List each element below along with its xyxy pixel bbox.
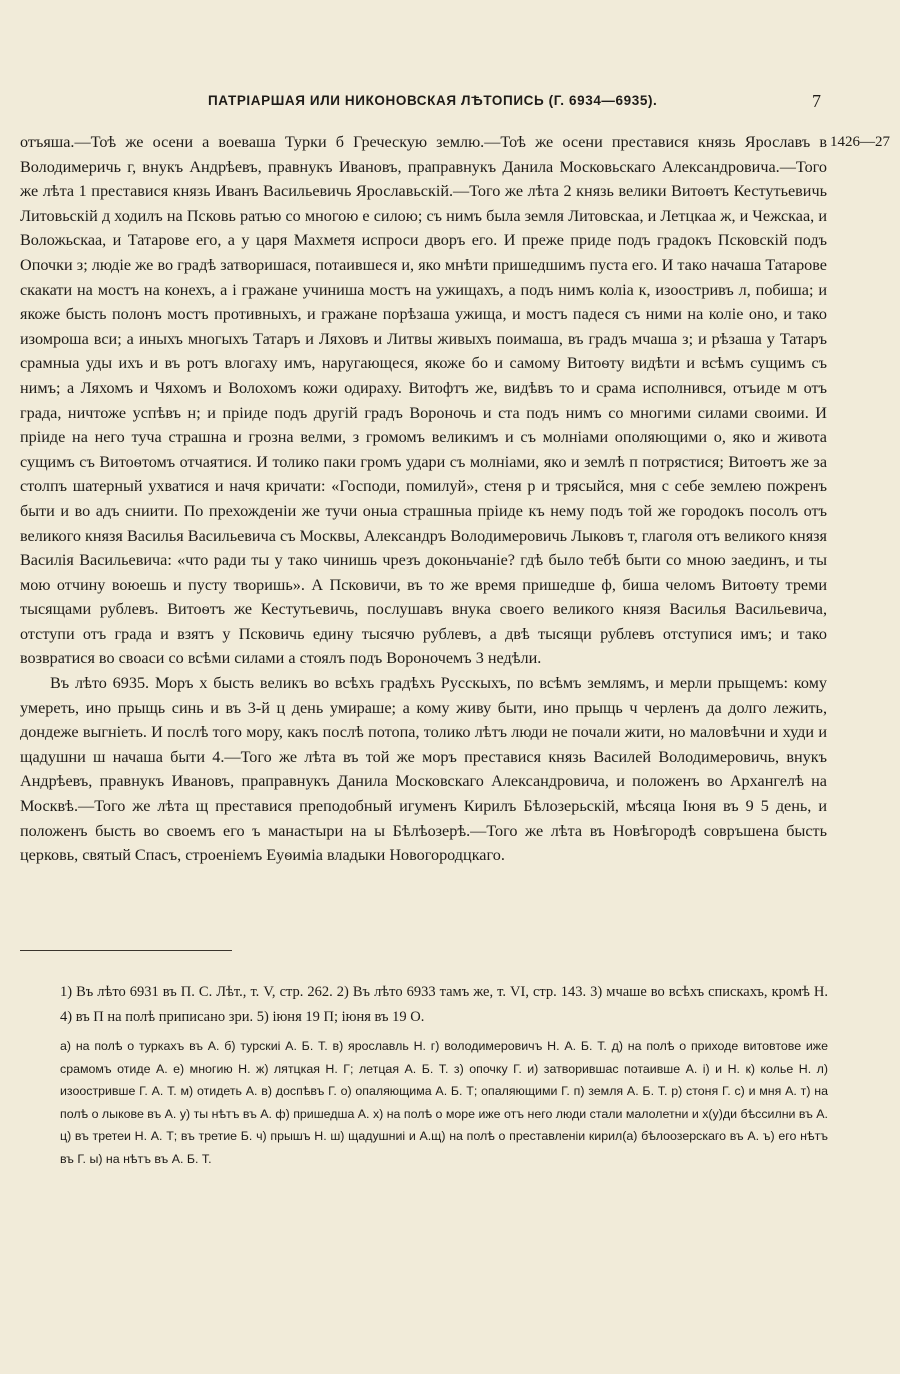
footnote-divider <box>20 950 232 951</box>
margin-year-note: 1426—27 <box>830 134 890 150</box>
running-header <box>0 93 900 117</box>
source-footnotes <box>60 980 828 1030</box>
variant-readings <box>60 1035 828 1170</box>
running-title: ПАТРІАРШАЯ ИЛИ НИКОНОВСКАЯ ЛѢТОПИСЬ (Г. 6934—6935). <box>208 93 658 108</box>
source-footnote-text: 1) Въ лѣто 6931 въ П. С. Лѣт., т. V, стр. 262. 2) Въ лѣто 6933 тамъ же, т. VI, стр. 143. 3) мчаше во всѣхъ спискахъ, кромѣ Н. 4) въ П на полѣ приписано зри. 5) іюня 19 П; іюня въ 19 О. <box>60 984 828 1025</box>
paragraph: отъяша.—Тоѣ же осени а воеваша Турки б Греческую землю.—Тоѣ же осени преставися князь Ярославъ в Володимеричь г, внукъ Андрѣевъ, правнукъ Ивановъ, праправнукъ Данила Московьскаго Александровича.—Того же лѣта 1 преставися князь Иванъ Васильевичь Ярославьскій.—Того же лѣта 2 князь велики Витоѳтъ Кестутьевичь Литовьскій д ходилъ на Псковь ратью со многою е силою; съ нимъ была земля Литовскаа, и Летцкаа ж, и Чежскаа, и Воложьскаа, и Татарове его, а у царя Махметя испроси дворъ его. И преже приде подъ градокъ Псковскій подъ Опочки з; людіе же во градѣ затворишася, потаившеся и, яко мнѣти пришедшимъ пуста его. И тако начаша Татарове скакати на мостъ на конехъ, а і гражане учиниша мостъ на ужищахъ, а подъ нимъ коліа к, изоостривъ л, побиша; и якоже бысть полонъ мостъ противныхъ, и гражане порѣзаша ужища, и мостъ падеся съ ними на коліе оно, и тако изомроша вси; а иныхъ многыхъ Татаръ и Ляховъ и Литвы живыхъ поимаша, въ градъ мчаша з; и рѣзаша у Татаръ срамныа уды ихъ и въ ротъ влогаху имъ, наругающеся, якоже бо и самому Витоѳту видѣти и всѣмъ сущимъ съ нимъ; а Ляхомъ и Чяхомъ и Волохомъ кожи одираху. Витофтъ же, видѣвъ то и срама исполнився, отъиде м отъ града, ничтоже успѣвъ н; и пріиде подъ другій градъ Вороночь и ста подъ нимъ со многими силами своими. И пріиде на него туча страшна и грозна велми, з громомъ великимъ и съ молніами ополяющими о, яко и живота сущимъ съ Витоѳтомъ отчаятися. И толико паки громъ удари съ молніами, яко и землѣ п потрястися; Витоѳтъ же за столпъ шатерный ухватися и начя кричати: «Господи, помилуй», стеня р и трясыйся, мня с себе землею пожренъ быти и во адъ сниити. По прехожденіи же тучи оныа страшныа пріиде къ нему подъ той же городокъ посолъ отъ великого князя Василья Васильевича съ Москвы, Александръ Володимеровичь Лыковъ т, глаголя отъ великого князя Василія Васильевича: «что ради ты у тако чинишь чрезъ доконьчаніе? гдѣ было тебѣ быти со мною заединъ, и ты мою отчину воюешь и пусту творишь». А Псковичи, въ то же время пришедше ф, биша челомъ Витоѳту треми тысящами рублевъ. Витоѳтъ же Кестутьевичь, послушавъ внука своего великого князя Василья Васильевича, отступи отъ града и взятъ у Псковичь едину тысячю рублевъ, а двѣ тысящи рублевъ отступися имъ; и тако возвратися во своаси со всѣми силами а стоялъ подъ Вороночемъ 3 недѣли. <box>20 133 827 668</box>
paragraph: Въ лѣто 6935. Моръ х бысть великъ во всѣхъ градѣхъ Русскыхъ, по всѣмъ землямъ, и мерли прыщемъ: кому умереть, ино прыщь синь и въ 3-й ц день умираше; а кому живу быти, ино прыщь ч черленъ да долго лежить, дондеже выгніеть. И послѣ того мору, какъ послѣ потопа, толико лѣтъ люди не почали жити, но маловѣчни и худи и щадушни ш начаша быти 4.—Того же лѣта въ той же моръ преставися князь Василей Володимеровичь, внукъ Андрѣевъ, правнукъ Ивановъ, праправнукъ Данила Московскаго Александровича, и положенъ во Архангелѣ на Москвѣ.—Того же лѣта щ преставися преподобный игуменъ Кирилъ Бѣлозерьскій, мѣсяца Іюня въ 9 5 день, и положенъ бысть во своемъ его ъ манастыри на ы Бѣлѣозерѣ.—Того же лѣта въ Новѣгородѣ совръшена бысть церковь, святый Спасъ, строеніемъ Еуѳиміа владыки Новогородцкаго. <box>20 674 827 865</box>
variant-readings-text: а) на полѣ о туркахъ въ А. б) турскиі А. Б. Т. в) ярославль Н. г) володимеровичъ Н. А. Б. Т. д) на полѣ о приходе витовтове иже срамомъ отиде А. е) многию Н. ж) лятцкая Н. Г; летцая А. Б. Т. з) опочку Г. и) затворившас потаивше А. і) и Н. к) колье Н. л) изоостривше Г. А. Т. м) отидеть А. в) доспѣвъ Г. о) опаляющима А. Б. Т; опаляющими Г. п) земля А. Б. Т. р) стоня Г. с) и мня А. т) на полѣ о лыкове въ А. у) ты нѣтъ въ А. ф) пришедша А. х) на полѣ о море иже отъ него люди стали малолетни и х(у)ди бѣссилни въ А. ц) въ третеи Н. А. Т; въ третие Б. ч) прышъ Н. ш) щадушниі и А.щ) на полѣ о преставленіи кирил(а) бѣлоозерскаго въ А. ъ) его нѣтъ въ Г. ы) на нѣтъ въ А. Б. Т. <box>60 1039 828 1166</box>
page-number: 7 <box>812 91 821 111</box>
main-text <box>20 130 827 868</box>
